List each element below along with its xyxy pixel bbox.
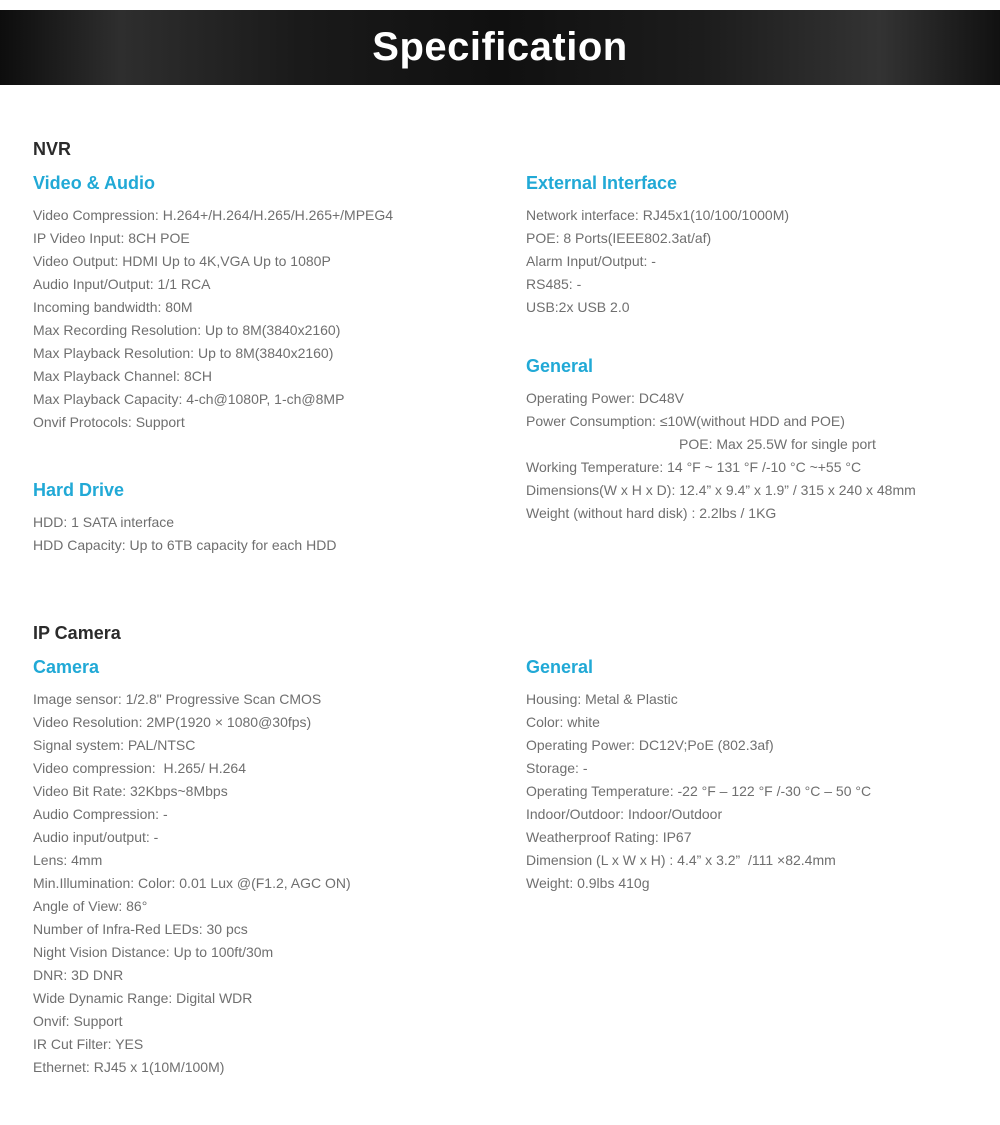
- spec-item: Color: white: [526, 714, 600, 730]
- spec-item: Audio Input/Output: 1/1 RCA: [33, 276, 211, 292]
- ipc-general-block: [526, 656, 986, 895]
- specification-banner: [0, 10, 1000, 85]
- ipc-camera-block: [33, 656, 493, 1079]
- spec-item: Video Bit Rate: 32Kbps~8Mbps: [33, 783, 228, 799]
- external-interface-list: [526, 204, 986, 319]
- spec-item: Wide Dynamic Range: Digital WDR: [33, 990, 253, 1006]
- nvr-general-title: General: [526, 356, 594, 376]
- spec-item: Dimension (L x W x H) : 4.4” x 3.2” /111 ×82.4mm: [526, 852, 836, 868]
- spec-item: Max Playback Channel: 8CH: [33, 368, 212, 384]
- spec-item: Video Compression: H.264+/H.264/H.265/H.265+/MPEG4: [33, 207, 394, 223]
- spec-item: Dimensions(W x H x D): 12.4” x 9.4” x 1.9” / 315 x 240 x 48mm: [526, 482, 916, 498]
- spec-item: Housing: Metal & Plastic: [526, 691, 678, 707]
- spec-item: Video Resolution: 2MP(1920 × 1080@30fps): [33, 714, 312, 730]
- spec-item: Weight (without hard disk) : 2.2lbs / 1KG: [526, 505, 777, 521]
- spec-item: Weight: 0.9lbs 410g: [526, 875, 650, 891]
- spec-item: Video Output: HDMI Up to 4K,VGA Up to 1080P: [33, 253, 331, 269]
- camera-list: [33, 688, 493, 1079]
- spec-item: POE: 8 Ports(IEEE802.3at/af): [526, 230, 712, 246]
- spec-item: Operating Temperature: -22 °F – 122 °F /-30 °C – 50 °C: [526, 783, 872, 799]
- spec-item: Alarm Input/Output: -: [526, 253, 656, 269]
- spec-item: Network interface: RJ45x1(10/100/1000M): [526, 207, 790, 223]
- banner-title: Specification: [372, 25, 628, 69]
- spec-item: IP Video Input: 8CH POE: [33, 230, 190, 246]
- ip-camera-heading: IP Camera: [33, 623, 121, 643]
- video-audio-list: [33, 204, 493, 434]
- spec-item: Max Recording Resolution: Up to 8M(3840x2160): [33, 322, 341, 338]
- spec-item: Weatherproof Rating: IP67: [526, 829, 692, 845]
- spec-item: RS485: -: [526, 276, 582, 292]
- spec-item: Audio Compression: -: [33, 806, 168, 822]
- hard-drive-title: Hard Drive: [33, 480, 125, 500]
- spec-item: Signal system: PAL/NTSC: [33, 737, 196, 753]
- spec-item: Audio input/output: -: [33, 829, 159, 845]
- spec-item: Operating Power: DC48V: [526, 390, 684, 406]
- spec-item: Night Vision Distance: Up to 100ft/30m: [33, 944, 274, 960]
- spec-item: Min.Illumination: Color: 0.01 Lux @(F1.2, AGC ON): [33, 875, 351, 891]
- spec-item: Video compression: H.265/ H.264: [33, 760, 246, 776]
- spec-item: Max Playback Capacity: 4-ch@1080P, 1-ch@8MP: [33, 391, 345, 407]
- video-audio-title: Video & Audio: [33, 173, 156, 193]
- spec-item: Working Temperature: 14 °F ~ 131 °F /-10 °C ~+55 °C: [526, 459, 862, 475]
- nvr-general-block: [526, 355, 986, 525]
- spec-item: Indoor/Outdoor: Indoor/Outdoor: [526, 806, 723, 822]
- nvr-hard-drive-block: [33, 479, 493, 557]
- spec-item: POE: Max 25.5W for single port: [679, 436, 876, 452]
- spec-item: Lens: 4mm: [33, 852, 103, 868]
- spec-item: Image sensor: 1/2.8" Progressive Scan CMOS: [33, 691, 322, 707]
- spec-item: Max Playback Resolution: Up to 8M(3840x2160): [33, 345, 334, 361]
- spec-item: DNR: 3D DNR: [33, 967, 124, 983]
- nvr-general-list: [526, 387, 986, 525]
- spec-item: IR Cut Filter: YES: [33, 1036, 144, 1052]
- spec-item: Ethernet: RJ45 x 1(10M/100M): [33, 1059, 225, 1075]
- spec-item: Storage: -: [526, 760, 588, 776]
- ipc-general-title: General: [526, 657, 594, 677]
- nvr-heading: NVR: [33, 139, 72, 159]
- spec-item: Angle of View: 86°: [33, 898, 148, 914]
- camera-title: Camera: [33, 657, 100, 677]
- spec-item: Onvif: Support: [33, 1013, 123, 1029]
- spec-item: Operating Power: DC12V;PoE (802.3af): [526, 737, 774, 753]
- nvr-video-audio-block: [33, 172, 493, 434]
- ipc-general-list: [526, 688, 986, 895]
- spec-item: HDD Capacity: Up to 6TB capacity for each HDD: [33, 537, 337, 553]
- nvr-external-interface-block: [526, 172, 986, 319]
- hard-drive-list: [33, 511, 493, 557]
- external-interface-title: External Interface: [526, 173, 678, 193]
- spec-item: Power Consumption: ≤10W(without HDD and POE): [526, 413, 845, 429]
- spec-item: Number of Infra-Red LEDs: 30 pcs: [33, 921, 248, 937]
- spec-item: HDD: 1 SATA interface: [33, 514, 175, 530]
- spec-item: USB:2x USB 2.0: [526, 299, 630, 315]
- spec-item: Incoming bandwidth: 80M: [33, 299, 193, 315]
- spec-item: Onvif Protocols: Support: [33, 414, 185, 430]
